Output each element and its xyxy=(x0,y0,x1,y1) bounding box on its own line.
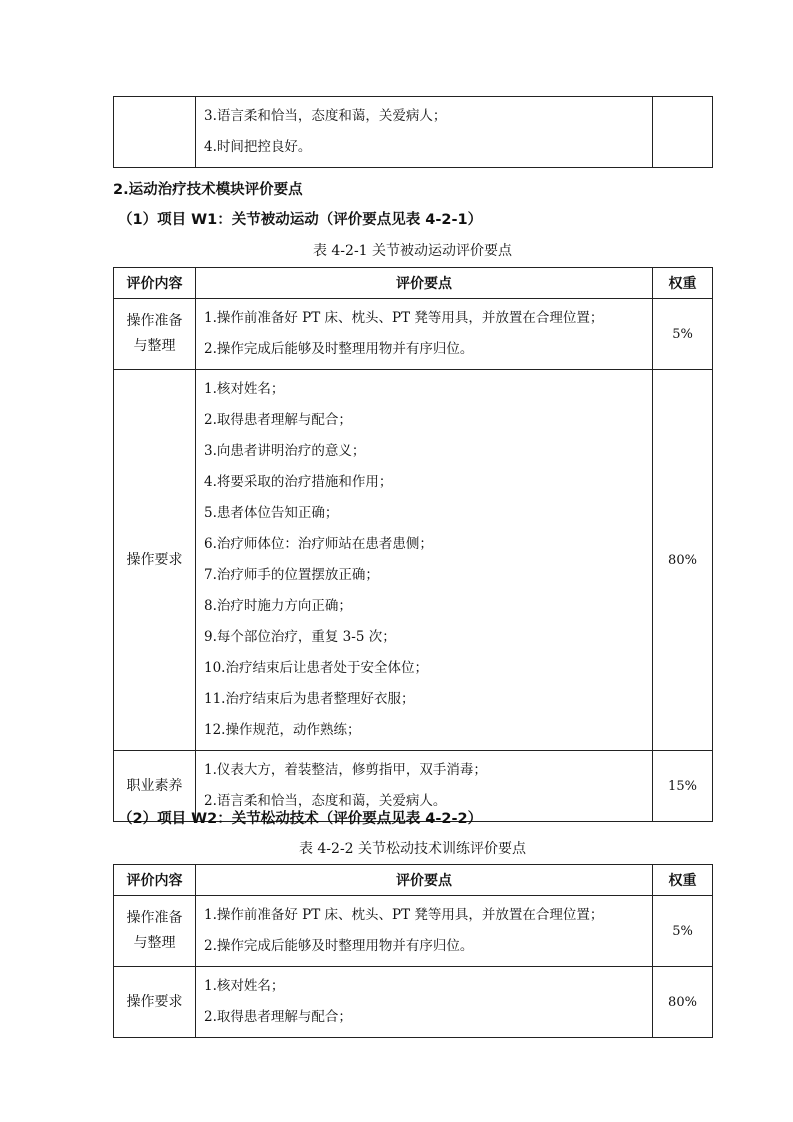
list-item: 3.向患者讲明治疗的意义； xyxy=(204,443,366,459)
table2-caption: 表 4-2-2 关节松动技术训练评价要点 xyxy=(298,841,527,857)
table-row xyxy=(114,299,713,370)
list-item: 1.核对姓名； xyxy=(204,978,285,994)
item2-heading: （2）项目 W2：关节松动技术（评价要点见表 4-2-2） xyxy=(118,811,483,827)
list-item: 1.操作前准备好 PT 床、枕头、PT 凳等用具，并放置在合理位置； xyxy=(204,310,604,326)
row-weight: 80% xyxy=(653,370,713,751)
row-weight: 80% xyxy=(653,967,713,1038)
row-weight: 15% xyxy=(653,751,713,822)
list-item: 10.治疗结束后让患者处于安全体位； xyxy=(204,660,428,676)
list-item: 3.语言柔和恰当，态度和蔼，关爱病人； xyxy=(204,108,447,124)
table-row xyxy=(114,370,713,751)
list-item: 12.操作规范，动作熟练； xyxy=(204,722,361,738)
continuation-table xyxy=(113,96,713,168)
list-item: 1.操作前准备好 PT 床、枕头、PT 凳等用具，并放置在合理位置； xyxy=(204,907,604,923)
header-content: 评价内容 xyxy=(114,865,196,896)
table-cell-weight xyxy=(653,97,713,168)
list-item: 1.仪表大方，着装整洁，修剪指甲，双手消毒； xyxy=(204,762,487,778)
row-label: 操作准备与整理 xyxy=(114,896,196,967)
row-label: 操作要求 xyxy=(114,967,196,1038)
row-label: 职业素养 xyxy=(114,751,196,822)
table1-caption: 表 4-2-1 关节被动运动评价要点 xyxy=(312,243,513,259)
row-label: 操作准备与整理 xyxy=(114,299,196,370)
list-item: 7.治疗师手的位置摆放正确； xyxy=(204,567,379,583)
list-item: 4.将要采取的治疗措施和作用； xyxy=(204,474,393,490)
list-item: 8.治疗时施力方向正确； xyxy=(204,598,352,614)
row-points xyxy=(196,370,653,751)
evaluation-table-4-2-1 xyxy=(113,267,713,822)
row-points xyxy=(196,896,653,967)
list-item: 1.核对姓名； xyxy=(204,381,285,397)
header-points: 评价要点 xyxy=(196,865,653,896)
row-label: 操作要求 xyxy=(114,370,196,751)
evaluation-table-4-2-2 xyxy=(113,864,713,1038)
section-heading: 2.运动治疗技术模块评价要点 xyxy=(113,182,303,198)
list-item: 2.语言柔和恰当，态度和蔼，关爱病人。 xyxy=(204,793,447,809)
list-item: 11.治疗结束后为患者整理好衣服； xyxy=(204,691,415,707)
list-item: 2.取得患者理解与配合； xyxy=(204,1009,352,1025)
table-cell-points xyxy=(196,97,653,168)
item1-heading: （1）项目 W1：关节被动运动（评价要点见表 4-2-1） xyxy=(118,212,483,228)
row-points xyxy=(196,967,653,1038)
row-weight: 5% xyxy=(653,896,713,967)
table-header-row xyxy=(114,865,713,896)
list-item: 2.取得患者理解与配合； xyxy=(204,412,352,428)
row-points xyxy=(196,299,653,370)
list-item: 6.治疗师体位：治疗师站在患者患侧； xyxy=(204,536,433,552)
header-content: 评价内容 xyxy=(114,268,196,299)
header-points: 评价要点 xyxy=(196,268,653,299)
row-weight: 5% xyxy=(653,299,713,370)
header-weight: 权重 xyxy=(653,865,713,896)
list-item: 5.患者体位告知正确； xyxy=(204,505,339,521)
list-item: 4.时间把控良好。 xyxy=(204,139,312,155)
table-cell-label xyxy=(114,97,196,168)
list-item: 9.每个部位治疗，重复 3-5 次； xyxy=(204,629,396,645)
header-weight: 权重 xyxy=(653,268,713,299)
table-row xyxy=(114,967,713,1038)
list-item: 2.操作完成后能够及时整理用物并有序归位。 xyxy=(204,341,474,357)
table-header-row xyxy=(114,268,713,299)
list-item: 2.操作完成后能够及时整理用物并有序归位。 xyxy=(204,938,474,954)
table-row xyxy=(114,896,713,967)
